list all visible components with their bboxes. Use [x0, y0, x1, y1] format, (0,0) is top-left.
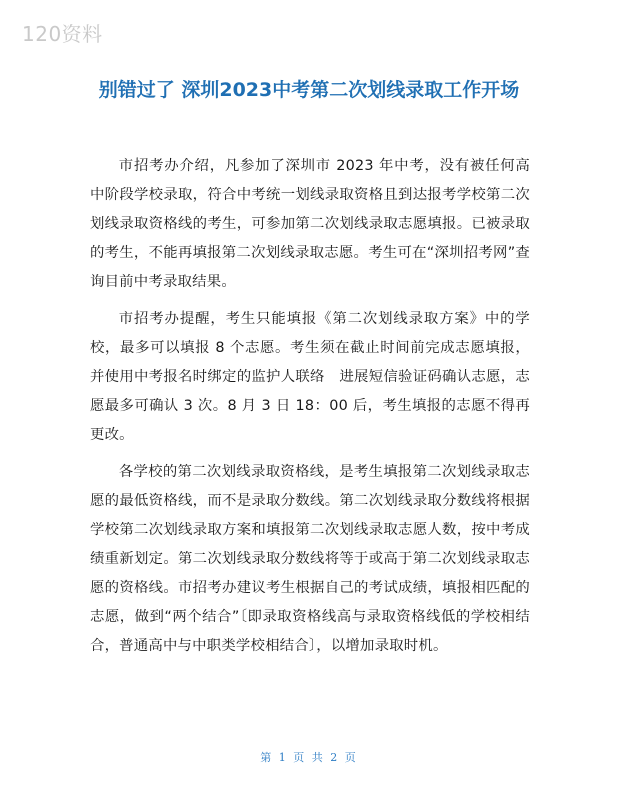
page-number: 第 1 页 共 2 页	[260, 751, 358, 764]
paragraph-3: 各学校的第二次划线录取资格线，是考生填报第二次划线录取志愿的最低资格线，而不是录取分数线。第二次划线录取分数线将根据学校第二次划线录取方案和填报第二次划线录取志愿人数，按中考成绩重新划定。第二次划线录取分数线将等于或高于第二次划线录取志愿的资格线。市招考办建议考生根据自己的考试成绩，填报相匹配的志愿，做到“两个结合”〔即录取资格线高与录取资格线低的学校相结合，普通高中与中职类学校相结合〕，以增加录取时机。	[90, 464, 530, 654]
paragraph-2: 市招考办提醒，考生只能填报《第二次划线录取方案》中的学校，最多可以填报 8 个志愿。考生须在截止时间前完成志愿填报，并使用中考报名时绑定的监护人联络 进展短信验证码确认志愿，志愿最多可确认 3 次。8 月 3 日 18：00 后，考生填报的志愿不得再更改。	[90, 311, 530, 443]
article-title: 别错过了 深圳2023中考第二次划线录取工作开场	[98, 79, 520, 101]
paragraph-1: 市招考办介绍，凡参加了深圳市 2023 年中考，没有被任何高中阶段学校录取，符合中考统一划线录取资格且到达报考学校第二次划线录取资格线的考生，可参加第二次划线录取志愿填报。已被录取的考生，不能再填报第二次划线录取志愿。考生可在“深圳招考网”查询目前中考录取结果。	[90, 158, 530, 290]
article-body	[90, 152, 530, 669]
watermark: 120资料	[22, 22, 103, 46]
